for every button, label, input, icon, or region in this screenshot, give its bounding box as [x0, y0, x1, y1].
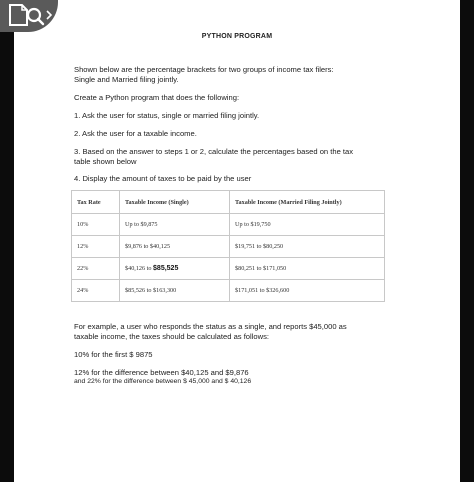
cell-single: [120, 258, 230, 280]
create-line: Create a Python program that does the following:: [74, 93, 240, 102]
header-single: Taxable Income (Single): [120, 191, 230, 214]
table-header-row: [72, 191, 385, 214]
cell-single-bold-value: $85,525: [153, 265, 179, 272]
cell-married: Up to $19,750: [230, 214, 385, 236]
calc-line-2: 12% for the difference between $40,125 and $9,876: [74, 368, 249, 377]
cell-rate: 24%: [72, 280, 120, 302]
cell-rate: 22%: [72, 258, 120, 280]
table-row: [72, 214, 385, 236]
table-row: [72, 236, 385, 258]
cell-rate: 12%: [72, 236, 120, 258]
cell-single: $9,876 to $40,125: [120, 236, 230, 258]
table-row: [72, 280, 385, 302]
document-search-tool[interactable]: [0, 0, 58, 32]
header-tax-rate: Tax Rate: [72, 191, 120, 214]
calc-line-3: and 22% for the difference between $ 45,000 and $ 40,126: [74, 378, 252, 385]
step-3-line-1: 3. Based on the answer to steps 1 or 2, calculate the percentages based on the tax: [74, 147, 354, 156]
document-title: PYTHON PROGRAM: [201, 33, 273, 40]
document-page: [14, 0, 460, 482]
example-line-1: For example, a user who responds the status as a single, and reports $45,000 as: [74, 322, 347, 331]
cell-married: $19,751 to $80,250: [230, 236, 385, 258]
tax-bracket-table: [71, 190, 385, 302]
cell-single: Up to $9,875: [120, 214, 230, 236]
cell-single: $85,526 to $163,300: [120, 280, 230, 302]
chevron-right-icon: [47, 11, 51, 19]
intro-line-1: Shown below are the percentage brackets for two groups of income tax filers:: [74, 65, 334, 74]
search-document-icon: [6, 2, 54, 28]
cell-rate: 10%: [72, 214, 120, 236]
cell-single-prefix: $40,126 to: [125, 265, 154, 272]
cell-married: $171,051 to $326,600: [230, 280, 385, 302]
calc-line-1: 10% for the first $ 9875: [74, 350, 153, 359]
table-row: [72, 258, 385, 280]
step-4: 4. Display the amount of taxes to be paid by the user: [74, 174, 252, 183]
step-1: 1. Ask the user for status, single or married filing jointly.: [74, 111, 260, 120]
header-married: Taxable Income (Married Filing Jointly): [230, 191, 385, 214]
example-line-2: taxable income, the taxes should be calculated as follows:: [74, 332, 270, 341]
cell-married: $80,251 to $171,050: [230, 258, 385, 280]
step-2: 2. Ask the user for a taxable income.: [74, 129, 197, 138]
intro-line-2: Single and Married filing jointly.: [74, 75, 179, 84]
step-3-line-2: table shown below: [74, 157, 137, 166]
